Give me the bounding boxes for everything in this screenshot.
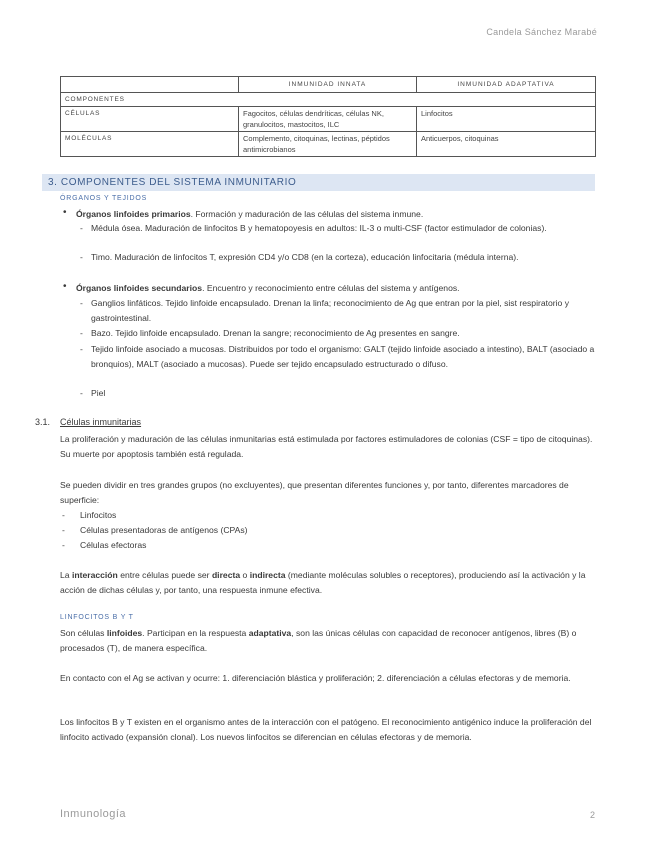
table-section-row xyxy=(61,93,596,107)
table-row-label: MOLÉCULAS xyxy=(61,132,239,157)
table-header-cell: INMUNIDAD INNATA xyxy=(239,77,417,93)
text-run: Son células xyxy=(60,628,107,638)
table-row xyxy=(61,132,596,157)
text-run-bold: adaptativa xyxy=(248,628,292,638)
list-item: Timo. Maduración de linfocitos T, expresión CD4 y/o CD8 (en la corteza), educación linfocitaria (médula interna). xyxy=(91,252,519,262)
dash-icon: - xyxy=(80,388,83,398)
page-number: 2 xyxy=(589,810,595,820)
footer-subject: Inmunología xyxy=(60,808,127,820)
subsection-label: LINFOCITOS B Y T xyxy=(60,614,134,621)
secondary-organs-lead: Órganos linfoides secundarios xyxy=(76,283,203,293)
text-run: entre células puede ser xyxy=(117,570,212,580)
dash-icon: - xyxy=(62,525,65,535)
bullet-icon: • xyxy=(63,281,67,292)
dash-icon: - xyxy=(80,298,83,308)
immunity-table xyxy=(60,76,596,157)
dash-icon: - xyxy=(80,328,83,338)
list-item: Células efectoras xyxy=(80,540,147,550)
paragraph: Los linfocitos B y T existen en el organismo antes de la interacción con el patógeno. El reconocimiento antigénico induce la proliferación del linfocito activado (expansión clonal). Los nuevos linfocitos se diferencian en células efectoras y de memoria. xyxy=(60,717,592,742)
subsection-label: ÓRGANOS Y TEJIDOS xyxy=(60,195,148,202)
dash-icon: - xyxy=(62,540,65,550)
dash-icon: - xyxy=(80,344,83,354)
text-run-bold: directa xyxy=(211,570,241,580)
dash-icon: - xyxy=(62,510,65,520)
text-run-bold: linfoides xyxy=(106,628,143,638)
dash-icon: - xyxy=(80,252,83,262)
table-header-row xyxy=(61,77,596,93)
table-header-cell xyxy=(61,77,239,93)
list-item: Ganglios linfáticos. Tejido linfoide encapsulado. Drenan la linfa; reconocimiento de Ag que entran por la piel, sist respiratorio y gastrointestinal. xyxy=(91,298,570,323)
table-section-label: COMPONENTES xyxy=(61,93,596,107)
list-item: Piel xyxy=(91,388,106,398)
text-run: . Participan en la respuesta xyxy=(142,628,249,638)
section-title: 3. COMPONENTES DEL SISTEMA INMUNITARIO xyxy=(48,177,297,188)
dash-icon: - xyxy=(80,223,83,233)
list-item: Bazo. Tejido linfoide encapsulado. Drenan la sangre; reconocimiento de Ag presentes en sangre. xyxy=(91,328,460,338)
list-item: Tejido linfoide asociado a mucosas. Distribuidos por todo el organismo: GALT (tejido linfoide asociado a intestino), BALT (asociado a bronquios), MALT (asociado a mucosas). Puede ser tejido encapsulado estructurado o difuso. xyxy=(91,344,595,369)
list-item: Linfocitos xyxy=(80,510,117,520)
text-run-bold: indirecta xyxy=(249,570,286,580)
primary-organs-item xyxy=(76,207,596,222)
bullet-icon: • xyxy=(63,207,67,218)
text-run: (mediante moléculas solubles o receptores), produciendo así la activación y la acción de dichas células y, por tanto, una respuesta inmune efectiva. xyxy=(60,570,586,595)
list-item: Células presentadoras de antígenos (CPAs) xyxy=(80,525,248,535)
table-cell: Anticuerpos, citoquinas xyxy=(417,132,596,157)
secondary-organs-text: . Encuentro y reconocimiento entre células del sistema y antígenos. xyxy=(202,283,460,293)
paragraph xyxy=(60,568,596,597)
primary-organs-text: . Formación y maduración de las células del sistema inmune. xyxy=(190,209,424,219)
paragraph: La proliferación y maduración de las células inmunitarias está estimulada por factores estimuladores de colonias (CSF = tipo de citoquinas). Su muerte por apoptosis también está regulada. xyxy=(60,434,593,459)
text-run: o xyxy=(240,570,250,580)
table-cell: Linfocitos xyxy=(417,107,596,132)
primary-organs-lead: Órganos linfoides primarios xyxy=(76,209,191,219)
text-run: , son las únicas células con capacidad de reconocer antígenos, libres (B) o procesados (T), de manera específica. xyxy=(60,628,577,653)
paragraph: Se pueden dividir en tres grandes grupos (no excluyentes), que presentan diferentes funciones y, por tanto, diferentes marcadores de superficie: xyxy=(60,480,569,505)
subsection-number: 3.1. xyxy=(35,417,51,427)
table-row xyxy=(61,107,596,132)
table-header-cell: INMUNIDAD ADAPTATIVA xyxy=(417,77,596,93)
paragraph xyxy=(60,626,596,655)
paragraph: En contacto con el Ag se activan y ocurre: 1. diferenciación blástica y proliferación; 2. diferenciación a células efectoras y de memoria. xyxy=(60,673,571,683)
text-run: La xyxy=(60,570,72,580)
subsection-heading xyxy=(35,417,141,427)
subsection-title: Células inmunitarias xyxy=(60,417,142,427)
table-cell: Fagocitos, células dendríticas, células NK, granulocitos, mastocitos, ILC xyxy=(239,107,417,132)
table-row-label: CÉLULAS xyxy=(61,107,239,132)
text-run-bold: interacción xyxy=(71,570,118,580)
author-name: Candela Sánchez Marabé xyxy=(486,27,597,37)
list-item: Médula ósea. Maduración de linfocitos B y hematopoyesis en adultos: IL-3 o multi-CSF (factor estimulador de colonias). xyxy=(91,223,547,233)
table-cell: Complemento, citoquinas, lectinas, péptidos antimicrobianos xyxy=(239,132,417,157)
secondary-organs-item xyxy=(76,281,596,296)
